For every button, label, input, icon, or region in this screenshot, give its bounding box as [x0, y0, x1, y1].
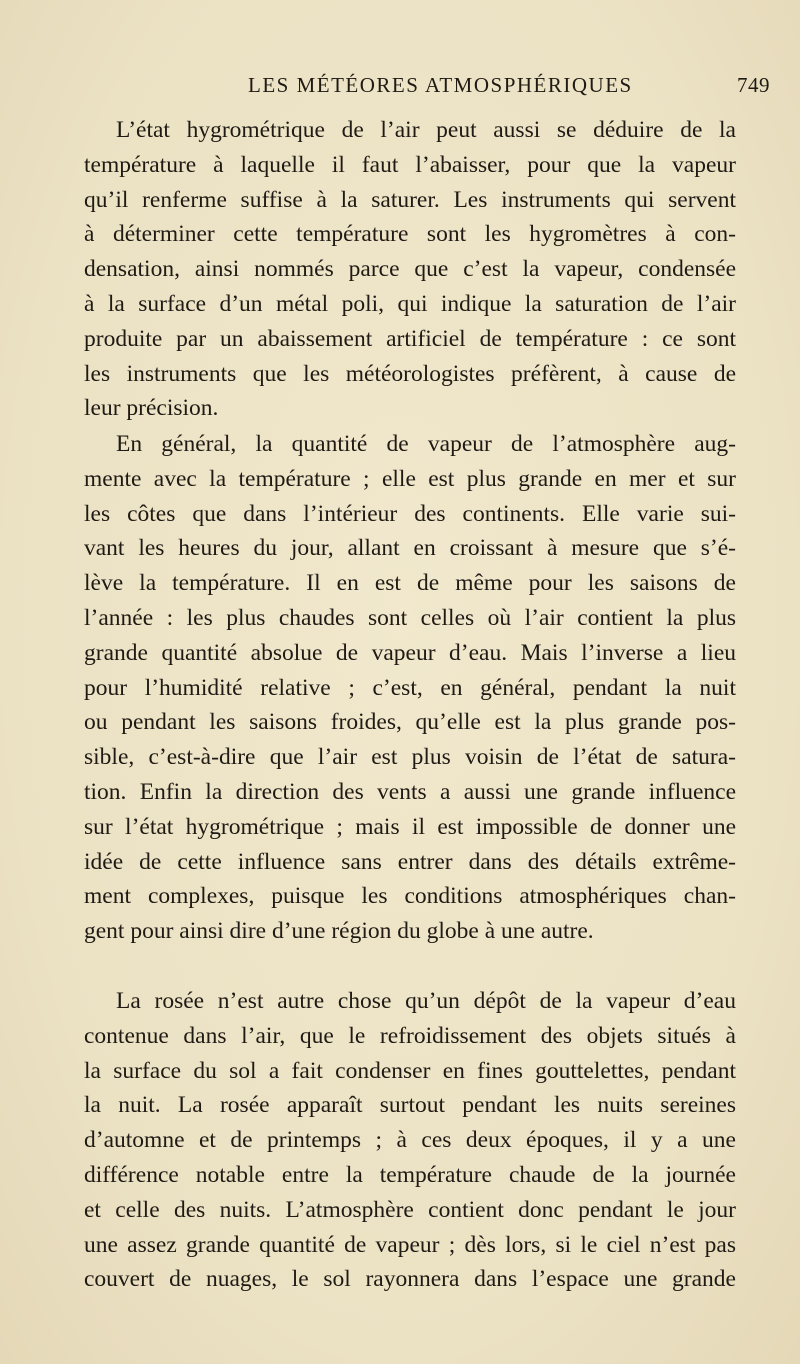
text-line: ou pendant les saisons froides, qu’elle est la plus grande pos-	[84, 709, 736, 736]
text-line: les instruments que les météorologistes préfèrent, à cause de	[84, 360, 736, 387]
page-number: 749	[737, 73, 770, 97]
text-line: leur précision.	[84, 395, 219, 422]
text-line: la nuit. La rosée apparaît surtout pendant les nuits sereines	[84, 1092, 736, 1119]
text-line: produite par un abaissement artificiel de température : ce sont	[84, 325, 736, 352]
text-line: pour l’humidité relative ; c’est, en général, pendant la nuit	[84, 674, 736, 701]
text-line: d’automne et de printemps ; à ces deux époques, il y a une	[84, 1127, 736, 1154]
text-line: les côtes que dans l’intérieur des continents. Elle varie sui-	[84, 500, 736, 527]
text-line: La rosée n’est autre chose qu’un dépôt de la vapeur d’eau	[116, 988, 736, 1014]
text-line: couvert de nuages, le sol rayonnera dans l’espace une grande	[84, 1266, 736, 1293]
text-line: En général, la quantité de vapeur de l’atmosphère aug-	[116, 431, 736, 457]
text-line: et celle des nuits. L’atmosphère contient donc pendant le jour	[84, 1196, 736, 1223]
text-line: mente avec la température ; elle est plus grande en mer et sur	[84, 465, 736, 492]
text-line: l’année : les plus chaudes sont celles où l’air contient la plus	[84, 604, 736, 631]
text-line: lève la température. Il en est de même pour les saisons de	[84, 570, 736, 597]
text-line: ment complexes, puisque les conditions atmosphériques chan-	[84, 883, 736, 910]
paragraph-hygrometric-state	[84, 113, 736, 426]
text-line: sible, c’est-à-dire que l’air est plus voisin de l’état de satura-	[84, 744, 736, 771]
text-line: différence notable entre la température chaude de la journée	[84, 1161, 736, 1188]
paragraph-dew	[84, 984, 736, 1297]
running-title: LES MÉTÉORES ATMOSPHÉRIQUES	[248, 73, 633, 97]
text-line: qu’il renferme suffise à la saturer. Les instruments qui servent	[84, 186, 736, 213]
text-line: une assez grande quantité de vapeur ; dès lors, si le ciel n’est pas	[84, 1231, 736, 1258]
text-line: à déterminer cette température sont les hygromètres à con-	[84, 221, 736, 248]
page-header	[0, 70, 800, 104]
text-line: température à laquelle il faut l’abaisser, pour que la vapeur	[84, 151, 736, 178]
text-line: idée de cette influence sans entrer dans des détails extrême-	[84, 848, 736, 875]
text-line: vant les heures du jour, allant en croissant à mesure que s’é-	[84, 535, 736, 562]
text-line: grande quantité absolue de vapeur d’eau. Mais l’inverse a lieu	[84, 639, 736, 666]
text-line: la surface du sol a fait condenser en fines gouttelettes, pendant	[84, 1057, 736, 1084]
text-line: tion. Enfin la direction des vents a aussi une grande influence	[84, 778, 736, 805]
text-line: contenue dans l’air, que le refroidissement des objets situés à	[84, 1022, 736, 1049]
paragraph-vapour-quantity	[84, 427, 736, 949]
text-line: L’état hygrométrique de l’air peut aussi se déduire de la	[116, 117, 736, 143]
text-line: densation, ainsi nommés parce que c’est la vapeur, condensée	[84, 256, 736, 283]
text-line: sur l’état hygrométrique ; mais il est impossible de donner une	[84, 813, 736, 840]
text-line: gent pour ainsi dire d’une région du globe à une autre.	[84, 918, 594, 945]
text-line: à la surface d’un métal poli, qui indique la saturation de l’air	[84, 290, 736, 317]
